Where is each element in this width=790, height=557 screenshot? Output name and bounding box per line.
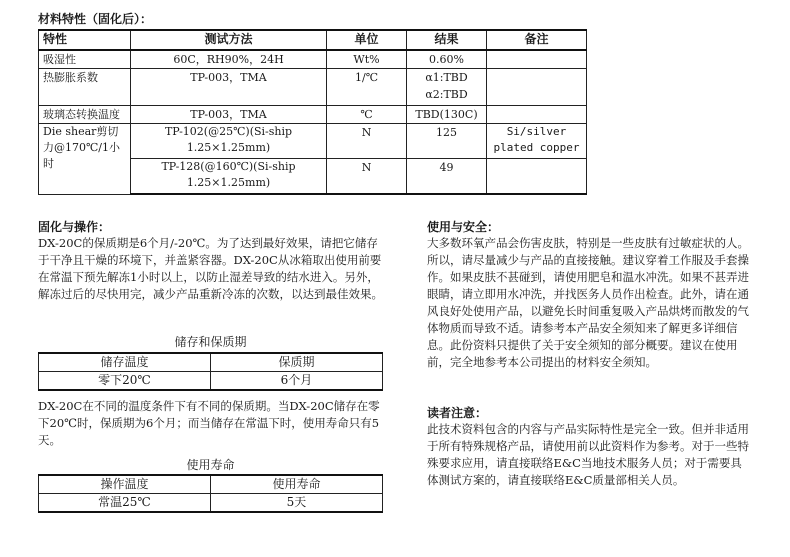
reader-note-paragraph: 此技术资料包含的内容与产品实际特性是完全一致。但并非适用于所有特殊规格产品，请使用前以此资料作为参考。对于一些特殊要求应用，请直接联络E&C当地技术服务人员；对于需要具体测试方案的，请直接联络E&C质量部相关人员。	[427, 422, 749, 487]
table-row	[39, 50, 587, 69]
curing-paragraph-2: DX-20C在不同的温度条件下有不同的保质期。当DX-20C储存在零下20℃时，保质期为6个月；而当储存在常温下时，使用寿命只有5天。	[38, 399, 380, 447]
section-title: 材料特性（固化后）：	[38, 12, 153, 26]
header-note: 备注	[487, 30, 587, 50]
reader-note-title: 读者注意：	[427, 406, 488, 420]
curing-title: 固化与操作：	[38, 220, 111, 234]
pot-life-caption: 使用寿命	[186, 458, 235, 472]
header-shelf-life: 保质期	[211, 353, 383, 372]
cell-property: 玻璃态转换温度	[39, 106, 131, 124]
cell-result	[407, 69, 487, 106]
table-row	[39, 124, 587, 159]
pot-life-table	[38, 474, 383, 513]
table-row	[39, 372, 383, 391]
table-row	[39, 69, 587, 106]
cell-operating-temp: 常温25℃	[39, 494, 211, 513]
header-unit: 单位	[327, 30, 407, 50]
cell-unit: N	[327, 124, 407, 159]
cell-unit: Wt%	[327, 50, 407, 69]
table-row	[39, 106, 587, 124]
storage-table	[38, 352, 383, 391]
header-operating-temp: 操作温度	[39, 475, 211, 494]
cell-method: TP-003，TMA	[131, 69, 327, 106]
curing-paragraph: DX-20C的保质期是6个月/-20℃。为了达到最好效果，请把它储存于干净且干燥的环境下，并盖紧容器。DX-20C从冰箱取出使用前要在常温下预先解冻1小时以上，以防止湿差导致的结水进入。另外，解冻过后的尽快用完，减少产品重新冷冻的次数，以达到最佳效果。	[38, 236, 383, 301]
cell-result: 49	[407, 159, 487, 195]
cell-method: TP-003，TMA	[131, 106, 327, 124]
cell-note	[487, 50, 587, 69]
safety-title: 使用与安全：	[427, 220, 500, 234]
cell-shelf-life: 6个月	[211, 372, 383, 391]
table-row	[39, 494, 383, 513]
header-property: 特性	[39, 30, 131, 50]
properties-table	[38, 29, 587, 195]
cell-unit: ℃	[327, 106, 407, 124]
table-header-row	[39, 475, 383, 494]
cell-note	[487, 159, 587, 195]
cell-result: TBD(130C)	[407, 106, 487, 124]
cell-pot-life: 5天	[211, 494, 383, 513]
table-header-row	[39, 353, 383, 372]
cell-method: 60C，RH90%，24H	[131, 50, 327, 69]
cell-property: 吸湿性	[39, 50, 131, 69]
storage-caption: 储存和保质期	[174, 335, 247, 349]
cell-unit: 1/℃	[327, 69, 407, 106]
cell-method: TP-102(@25℃)(Si-ship 1.25×1.25mm)	[131, 124, 327, 159]
cell-result: 0.60%	[407, 50, 487, 69]
cell-note: Si/silver plated copper	[487, 124, 587, 159]
cell-result: 125	[407, 124, 487, 159]
cell-method: TP-128(@160℃)(Si-ship 1.25×1.25mm)	[131, 159, 327, 195]
header-storage-temp: 储存温度	[39, 353, 211, 372]
cell-storage-temp: 零下20℃	[39, 372, 211, 391]
header-pot-life: 使用寿命	[211, 475, 383, 494]
cell-property: 热膨胀系数	[39, 69, 131, 106]
safety-paragraph: 大多数环氧产品会伤害皮肤，特别是一些皮肤有过敏症状的人。所以，请尽量减少与产品的直接接触。建议穿着工作服及手套操作。如果皮肤不甚碰到，请使用肥皂和温水冲洗。如果不甚弄进眼睛，请立即用水冲洗，并找医务人员作出检查。此外，请在通风良好处使用产品，以避免长时间重复吸入产品烘烤而散发的气体物质而导致不适。请参考本产品安全须知来了解更多详细信息。此份资料只提供了关于安全须知的部分概要。建议在使用前，完全地参考本公司提出的材料安全须知。	[427, 236, 749, 369]
header-method: 测试方法	[131, 30, 327, 50]
cell-unit: N	[327, 159, 407, 195]
cell-note	[487, 69, 587, 106]
result-alpha2: α2:TBD	[425, 88, 468, 101]
cell-property: Die shear剪切力@170℃/1小时	[39, 124, 131, 195]
cell-note	[487, 106, 587, 124]
table-header-row	[39, 30, 587, 50]
result-alpha1: α1:TBD	[425, 71, 468, 84]
header-result: 结果	[407, 30, 487, 50]
